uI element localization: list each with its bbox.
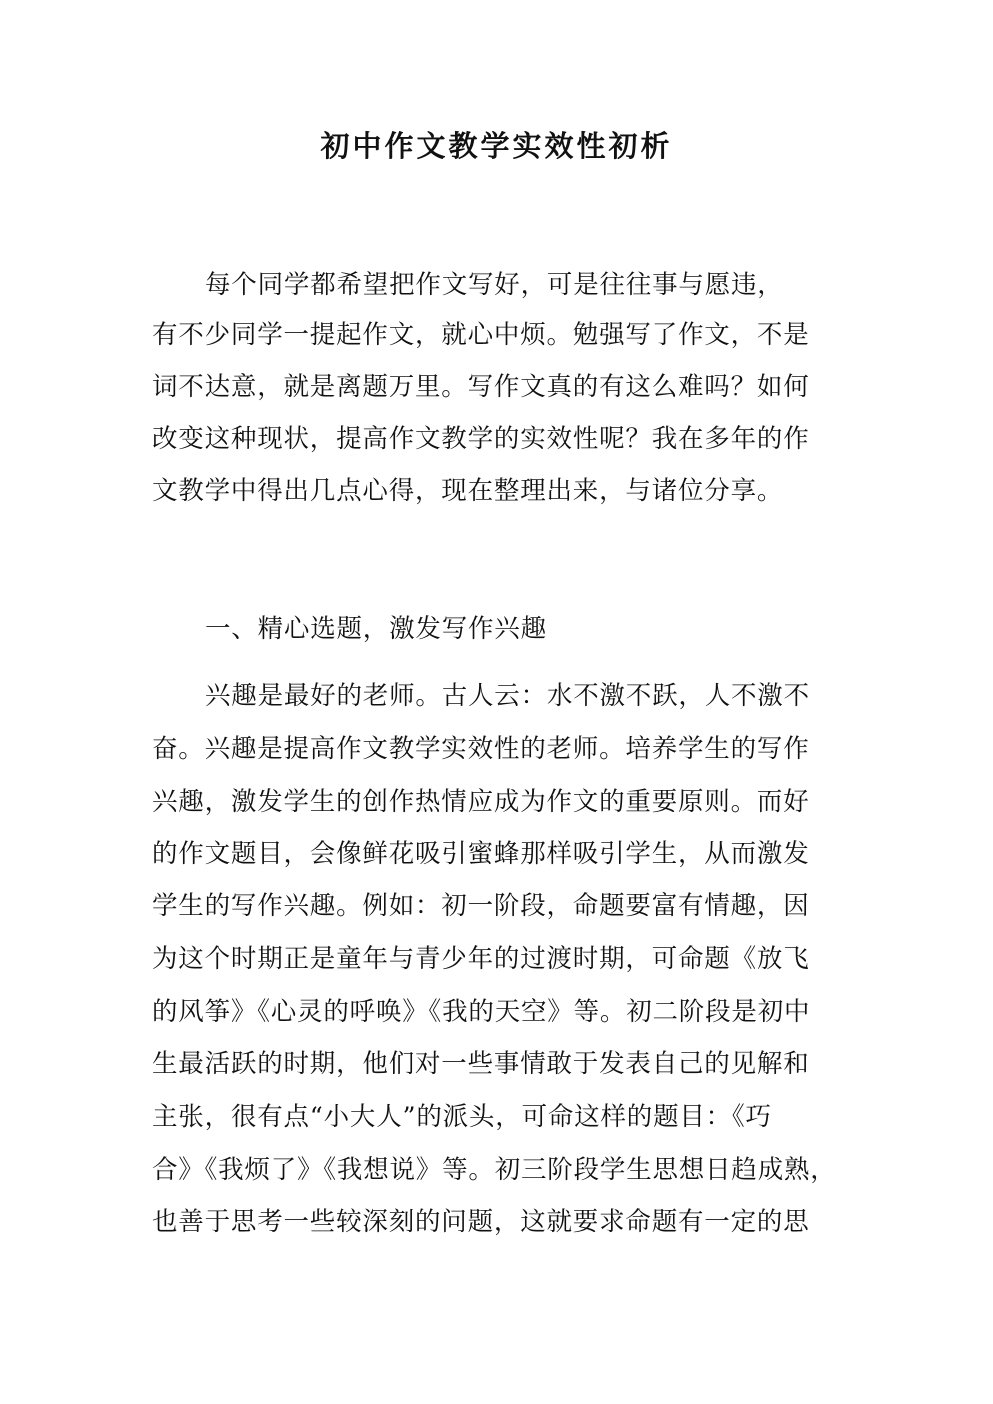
paragraph-line: 的风筝》《心灵的呼唤》《我的天空》等。初二阶段是初中	[152, 997, 811, 1027]
paragraph-line: 有不少同学一提起作文，就心中烦。勉强写了作文，不是	[152, 320, 810, 350]
paragraph-line: 学生的写作兴趣。例如：初一阶段，命题要富有情趣，因	[152, 891, 810, 921]
document-title: 初中作文教学实效性初析	[320, 129, 673, 163]
paragraph-line: 生最活跃的时期，他们对一些事情敢于发表自己的见解和	[152, 1049, 810, 1079]
paragraph-line: 改变这种现状，提高作文教学的实效性呢？我在多年的作	[152, 424, 810, 454]
paragraph-line: 文教学中得出几点心得，现在整理出来，与诸位分享。	[152, 476, 784, 506]
paragraph-line: 合》《我烦了》《我想说》等。初三阶段学生思想日趋成熟，	[152, 1155, 837, 1185]
paragraph-line: 也善于思考一些较深刻的问题，这就要求命题有一定的思	[152, 1207, 810, 1237]
paragraph-line: 兴趣是最好的老师。古人云：水不激不跃，人不激不	[205, 681, 810, 711]
paragraph-line: 的作文题目，会像鲜花吸引蜜蜂那样吸引学生，从而激发	[152, 839, 810, 869]
section-heading: 一、精心选题，激发写作兴趣	[205, 614, 547, 644]
paragraph-line: 奋。兴趣是提高作文教学实效性的老师。培养学生的写作	[152, 734, 810, 764]
paragraph-line: 兴趣，激发学生的创作热情应成为作文的重要原则。而好	[152, 787, 810, 817]
paragraph-line: 为这个时期正是童年与青少年的过渡时期，可命题《放飞	[152, 944, 810, 974]
paragraph-line: 词不达意，就是离题万里。写作文真的有这么难吗？如何	[152, 372, 810, 402]
paragraph-line: 主张，很有点“小大人”的派头，可命这样的题目：《巧	[152, 1102, 772, 1132]
paragraph-line: 每个同学都希望把作文写好，可是往往事与愿违，	[205, 270, 784, 300]
